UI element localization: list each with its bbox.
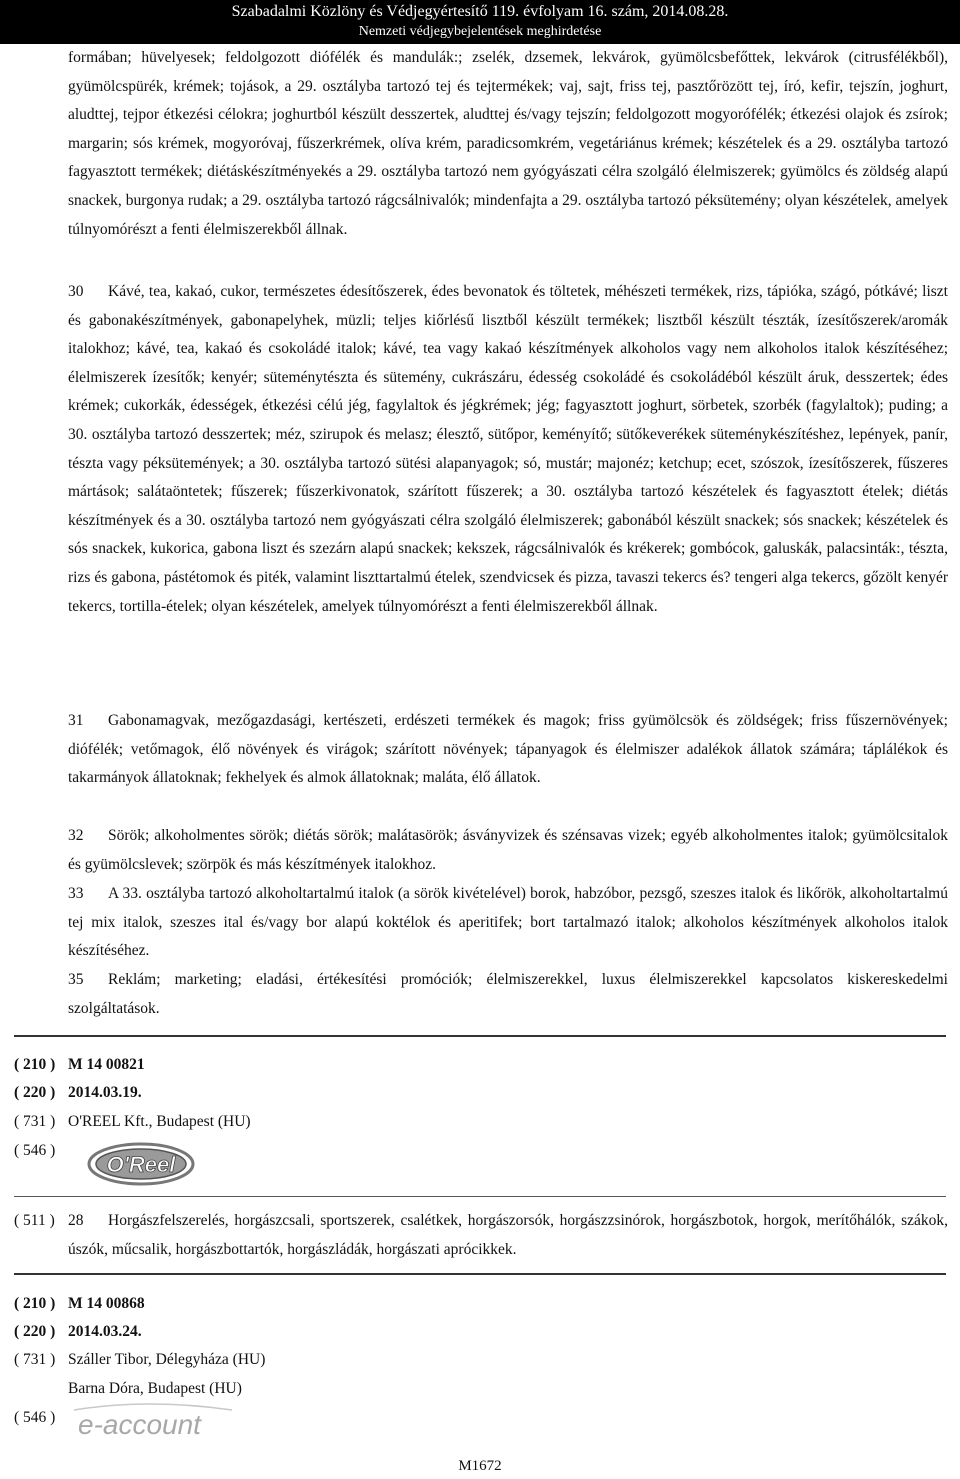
page-header — [0, 0, 960, 44]
continuation-text — [68, 44, 948, 244]
goods-text: Horgászfelszerelés, horgászcsali, sportszerek, csalétkek, horgászorsók, horgászzsinórok, horgászbotok, horgok, merítőhálók, szákok, úszók, műcsalik, horgászbottartók, horgászládák, horgászati aprócikkek. — [68, 1212, 948, 1258]
class-item — [68, 966, 948, 1023]
class-block-32 — [68, 822, 948, 879]
field-code: ( 210 ) — [14, 1056, 56, 1073]
class-block-31 — [68, 707, 948, 793]
class-text: Sörök; alkoholmentes sörök; diétás sörök; malátasörök; ásványvizek és szénsavas vizek; egyéb alkoholmentes italok; gyümölcsitalok és gyümölcslevek; szörpök és más készítmények italokhoz. — [68, 827, 948, 873]
field-code: ( 546 ) — [14, 1409, 56, 1426]
applicant-row — [14, 1109, 251, 1135]
application-number-row — [14, 1052, 145, 1078]
class-number: 35 — [68, 971, 84, 988]
goods-block — [68, 1207, 948, 1264]
class-text: Gabonamagvak, mezőgazdasági, kertészeti, erdészeti termékek és magok; friss gyümölcsök és zöldségek; friss fűszernövények; diófélék; vetőmagok, élő növények és virágok; szárított növények; tápanyagok és élelmiszer adalékok állatok számára; táplálékok és takarmányok állatoknak; fekhelyek és almok állatoknak; maláta, élő állatok. — [68, 712, 948, 787]
logo-text: O'Reel — [106, 1152, 176, 1177]
class-item — [68, 278, 948, 621]
class-number: 28 — [68, 1212, 84, 1229]
filing-date-row — [14, 1080, 142, 1106]
class-item — [68, 880, 948, 966]
entry-separator — [14, 1035, 946, 1037]
page-number: M1672 — [458, 1458, 502, 1474]
class-text: Kávé, tea, kakaó, cukor, természetes édesítőszerek, édes bevonatok és töltetek, méhészeti termékek, rizs, tápióka, szágó, pótkávé; liszt és gabonakészítmények, gabonapelyhek, müzli; teljes kiőrlésű lisztből készült termékek; lisztből készült tészták, ízesítőszerek/aromák italokhoz; kávé, tea, kakaó és csokoládé italok; kávé, tea vagy kakaó készítmények alkoholos vagy nem alkoholos italok készítéséhez; élelmiszerek ízesítők; kenyér; süteménytészta és sütemény, cukrászáru, édesség csokoládé és csokoládéból készült áruk, desszertek; édes krémek; cukorkák, édességek, étkezési célú jég, fagylaltok és jégkrémek; jég; fagyasztott joghurt, sörbetek, szorbék (fagylaltok); puding; a 30. osztályba tartozó desszertek; méz, szirupok és melasz; élesztő, sütőpor, keményítő; sütőkeverékek süteménykészítéshez, lepények, panír, tészta vagy péksütemények; a 30. osztályba tartozó sütési alapanyagok; só, mustár; majonéz; ketchup; ecet, szószok, ízesítőszerek, fűszeres mártások; salátaöntetek; fűszerek; fűszerkivonatok, szárított fűszerek; a 30. osztályba tartozó készételek és fagyasztott ételek; diétás készítmények és a 30. osztályba tartozó nem gyógyászati célra szolgáló élelmiszerek; gabonából készült snackek; sós snackek; készételek és sós snackek, kukorica, gabona liszt és szezárn alapú snackek; kekszek, rágcsálnivalók és krékerek; gombócok, galuskák, palacsinták:, tészta, rizs és gabona, pástétomok és piték, valamint liszttartalmú ételek, szendvicsek és pizza, tavaszi tekercs és? tengeri alga tekercs, gőzölt kenyér tekercs, tortilla-ételek; olyan készételek, amelyek túlnyomórészt a fenti élelmiszerekből állnak. — [68, 283, 948, 615]
mark-row — [14, 1138, 68, 1164]
entry-separator — [14, 1273, 946, 1275]
class-number: 33 — [68, 885, 84, 902]
field-code: ( 220 ) — [14, 1323, 56, 1340]
applicant-row — [14, 1347, 265, 1373]
section-title: Nemzeti védjegybejelentések meghirdetése — [358, 24, 602, 39]
class-block-33 — [68, 880, 948, 966]
logo-text: e-account — [78, 1409, 201, 1440]
mark-row — [14, 1405, 68, 1431]
class-number: 30 — [68, 283, 84, 300]
oreel-logo — [86, 1141, 196, 1192]
class-block-35 — [68, 966, 948, 1023]
field-code: ( 546 ) — [14, 1142, 56, 1159]
goods-code-row — [14, 1208, 68, 1234]
application-number: M 14 00868 — [68, 1295, 145, 1312]
class-number: 31 — [68, 712, 84, 729]
class-text: Reklám; marketing; eladási, értékesítési promóciók; élelmiszerekkel, luxus élelmiszerekkel kapcsolatos kiskereskedelmi szolgáltatások. — [68, 971, 948, 1017]
class-item — [68, 822, 948, 879]
filing-date: 2014.03.19. — [68, 1084, 142, 1101]
filing-date: 2014.03.24. — [68, 1323, 142, 1340]
filing-date-row — [14, 1319, 142, 1345]
applicant-2: Barna Dóra, Budapest (HU) — [68, 1380, 242, 1397]
class-item — [68, 707, 948, 793]
e-account-logo — [68, 1402, 238, 1449]
field-code: ( 511 ) — [14, 1212, 55, 1229]
field-code: ( 731 ) — [14, 1351, 56, 1368]
applicant: Száller Tibor, Délegyháza (HU) — [68, 1351, 266, 1368]
journal-title: Szabadalmi Közlöny és Védjegyértesítő 119. évfolyam 16. szám, 2014.08.28. — [231, 3, 729, 20]
applicant: O'REEL Kft., Budapest (HU) — [68, 1113, 251, 1130]
field-code: ( 220 ) — [14, 1084, 56, 1101]
application-number-row — [14, 1291, 145, 1317]
continuation-paragraph: formában; hüvelyesek; feldolgozott diófélék és mandulák:; zselék, dzsemek, lekvárok, gyümölcsbefőttek, lekvárok (citrusfélékből), gyümölcspürék, krémek; tojások, a 29. osztályba tartozó tej és tejtermékek; vaj, sajt, friss tej, pasztőrözött tej, író, kefir, tejszín, joghurt, aludttej, tejpor étkezési célokra; joghurtból készült desszertek, aludttej és/vagy tejszín; feldolgozott mogyorófélék; étkezési olajok és zsírok; margarin; sós krémek, mogyoróvaj, fűszerkrémek, olíva krém, paradicsomkrém, vegetáriánus krémek; készételek és a 29. osztályba tartozó fagyasztott termékek; diétáskészítményekés a 29. osztályba tartozó nem gyógyászati célra szolgáló élelmiszerek; gyümölcs és zöldség alapú snackek, burgonya rudak; a 29. osztályba tartozó rágcsálnivalók; mindenfajta a 29. osztályba tartozó péksütemény; olyan készételek, amelyek túlnyomórészt a fenti élelmiszerekből állnak. — [68, 49, 948, 238]
class-block-30 — [68, 278, 948, 621]
class-number: 32 — [68, 827, 84, 844]
application-number: M 14 00821 — [68, 1056, 145, 1073]
goods-separator — [14, 1196, 946, 1197]
field-code: ( 731 ) — [14, 1113, 56, 1130]
class-text: A 33. osztályba tartozó alkoholtartalmú italok (a sörök kivételével) borok, habzóbor, pezsgő, szeszes italok és likőrök, alkoholtartalmú tej mix italok, szeszes ital és/vagy bor alapú koktélok és aperitifek; bort tartalmazó italok; alkoholos készítmények alkoholos italok készítéséhez. — [68, 885, 948, 960]
field-code: ( 210 ) — [14, 1295, 56, 1312]
goods-item — [68, 1207, 948, 1264]
